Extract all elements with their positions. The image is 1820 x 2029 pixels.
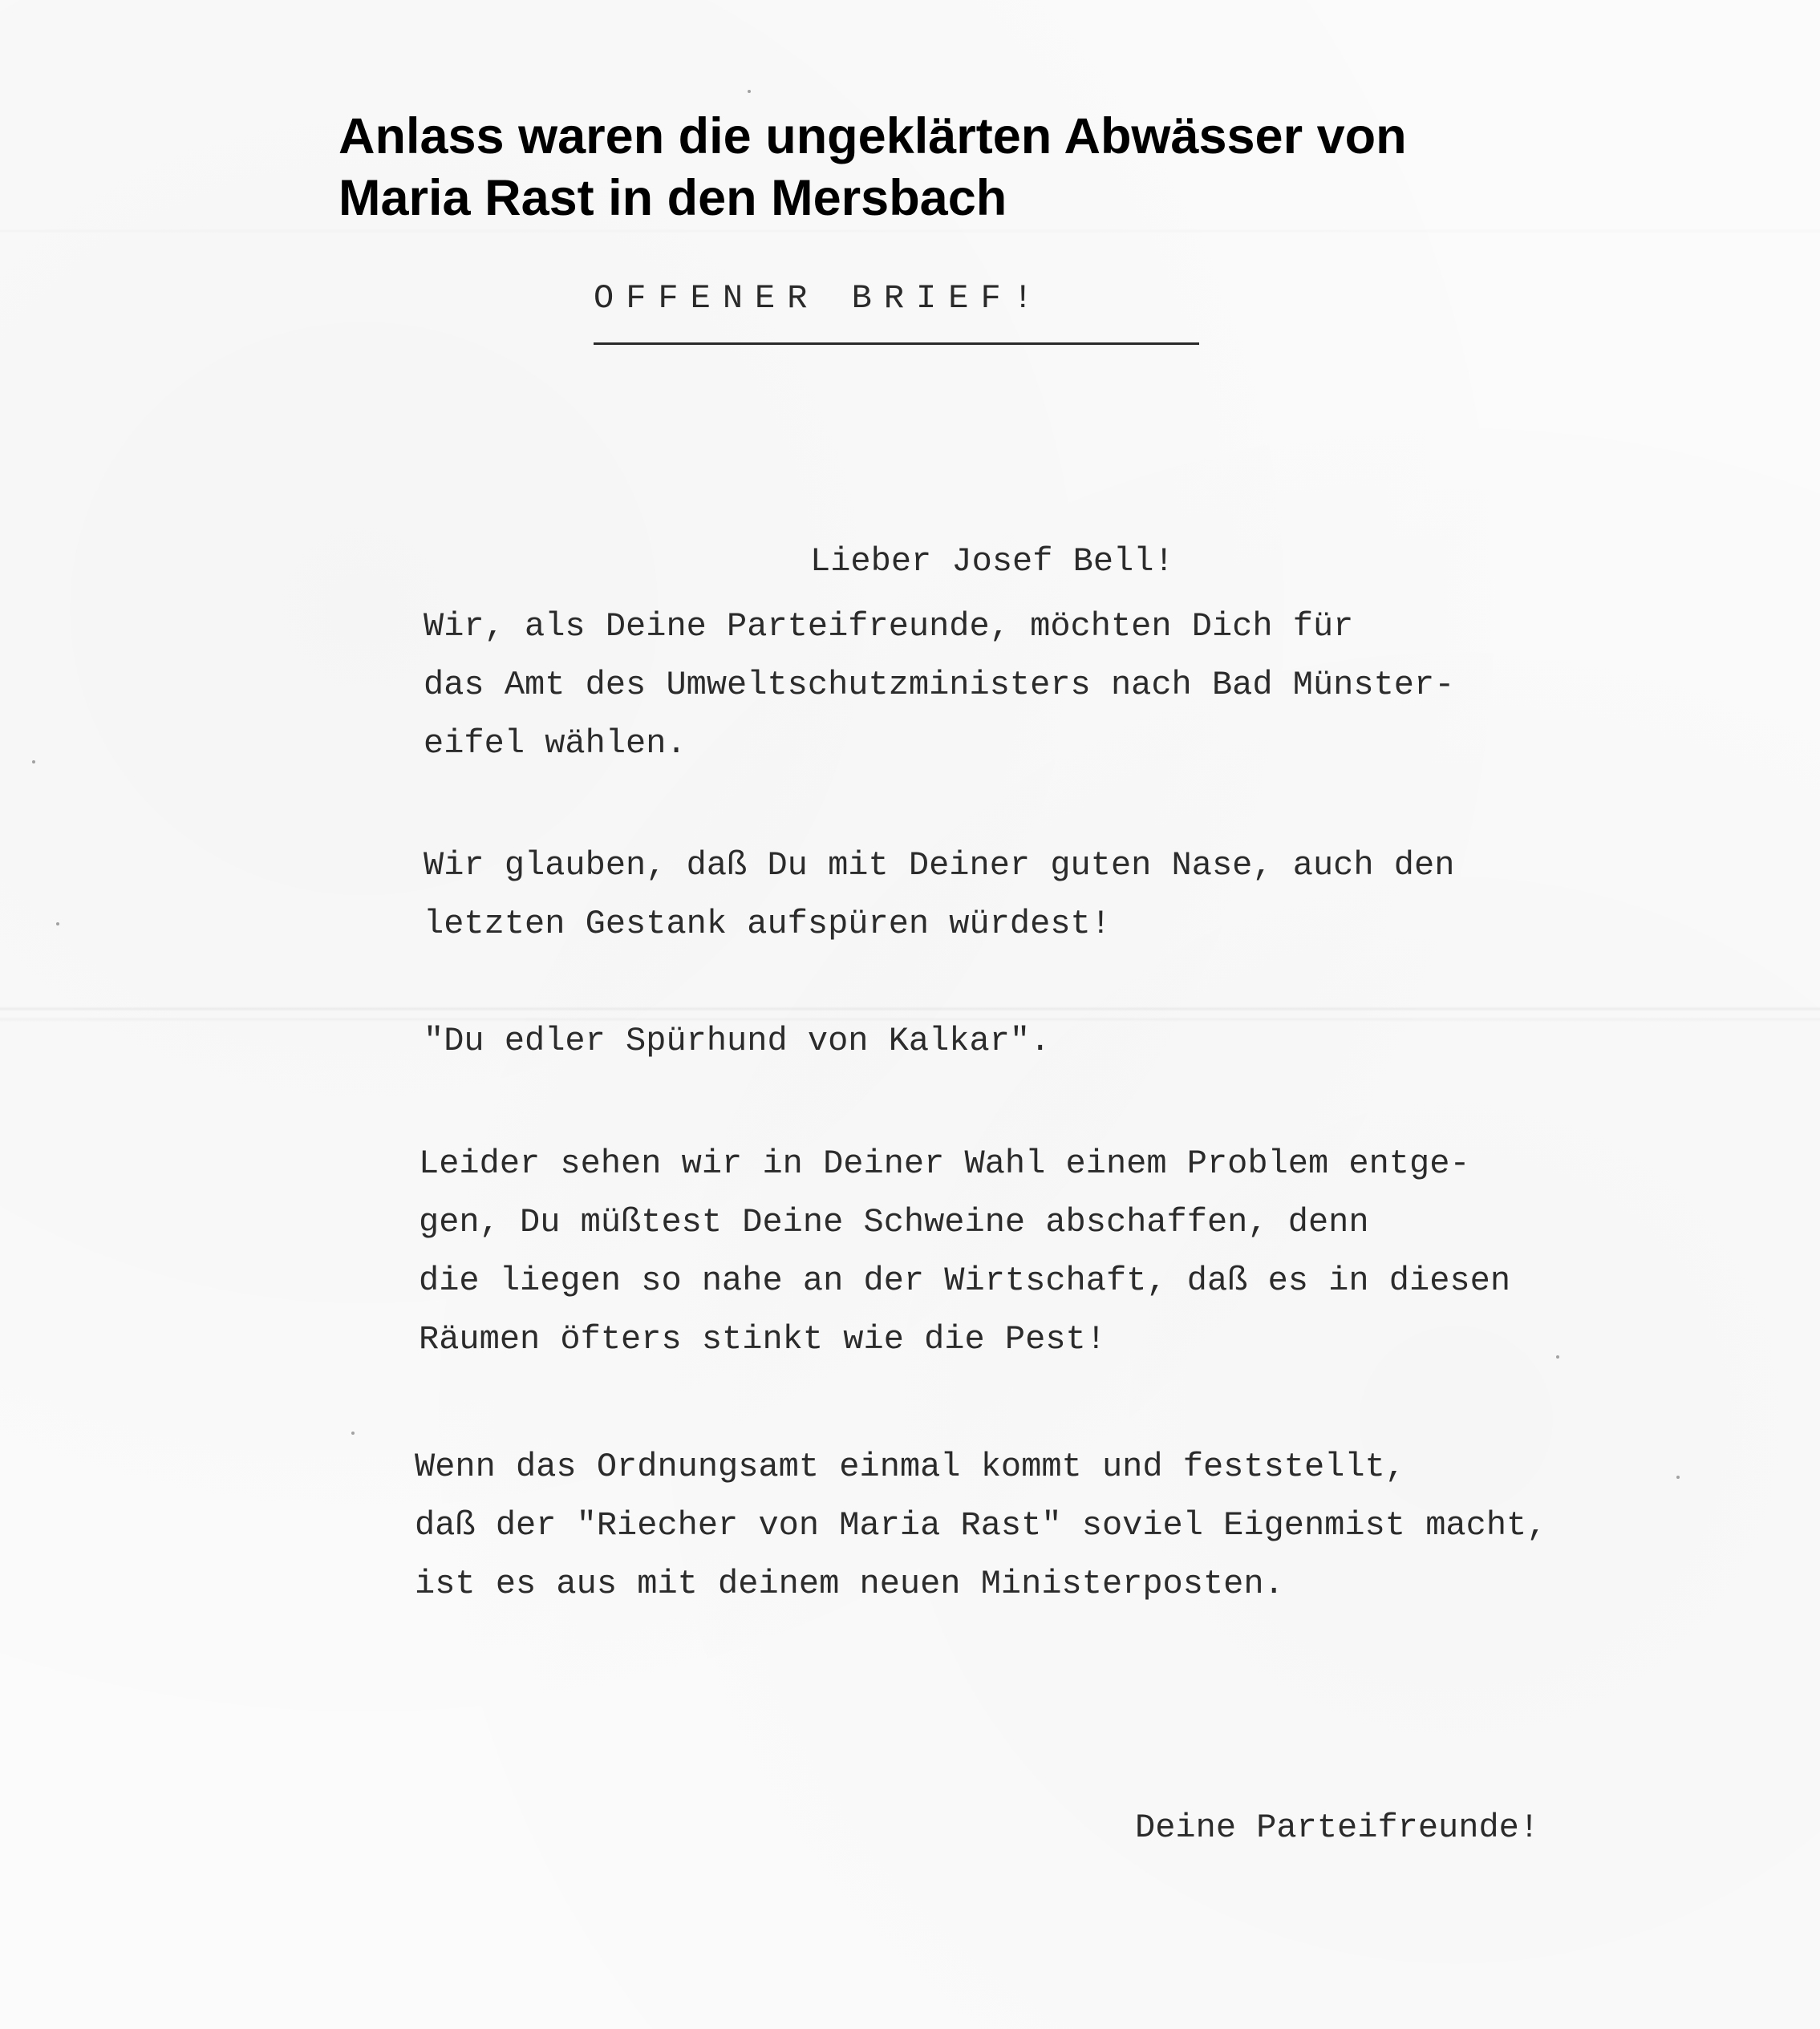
paper-fold-crease <box>0 1006 1820 1011</box>
letter-paragraph-1 <box>424 597 1454 773</box>
caption-line-1: Anlass waren die ungeklärten Abwässer von <box>338 108 1407 164</box>
paper-speck <box>32 760 35 763</box>
letter-line: Wir glauben, daß Du mit Deiner guten Nase, auch den <box>424 846 1455 885</box>
letter-line: das Amt des Umweltschutzministers nach Bad Münster- <box>424 666 1455 704</box>
caption-line-2: Maria Rast in den Mersbach <box>338 170 1007 226</box>
paper-speck <box>56 922 59 925</box>
letter-line: Wir, als Deine Parteifreunde, möchten Dich für <box>424 607 1354 646</box>
letter-line: ist es aus mit deinem neuen Ministerposten. <box>415 1565 1284 1603</box>
paper-speck <box>1676 1476 1680 1479</box>
letter-line: Leider sehen wir in Deiner Wahl einem Problem entge- <box>419 1144 1470 1183</box>
paper-speck <box>351 1432 355 1435</box>
paper-speck <box>748 90 751 93</box>
letter-heading: OFFENER BRIEF! <box>594 279 1045 318</box>
letter-line: gen, Du müßtest Deine Schweine abschaffen, denn <box>419 1203 1369 1241</box>
letter-salutation: Lieber Josef Bell! <box>810 542 1174 581</box>
letter-line: letzten Gestank aufspüren würdest! <box>424 905 1111 943</box>
letter-paragraph-4 <box>419 1135 1510 1369</box>
letter-line: die liegen so nahe an der Wirtschaft, daß es in diesen <box>419 1262 1511 1300</box>
letter-line: Räumen öfters stinkt wie die Pest! <box>419 1320 1106 1359</box>
letter-signature: Deine Parteifreunde! <box>1135 1808 1540 1847</box>
letter-paragraph-5 <box>415 1438 1546 1614</box>
letter-line: daß der "Riecher von Maria Rast" soviel Eigenmist macht, <box>415 1506 1547 1545</box>
letter-line: Wenn das Ordnungsamt einmal kommt und feststellt, <box>415 1448 1406 1486</box>
heading-underline <box>594 342 1199 345</box>
letter-paragraph-3 <box>424 1012 1050 1071</box>
letter-line: eifel wählen. <box>424 724 687 763</box>
letter-line: "Du edler Spürhund von Kalkar". <box>424 1022 1051 1060</box>
letter-paragraph-2 <box>424 836 1454 954</box>
paper-speck <box>1556 1355 1559 1359</box>
caption-overlay <box>338 106 1542 229</box>
